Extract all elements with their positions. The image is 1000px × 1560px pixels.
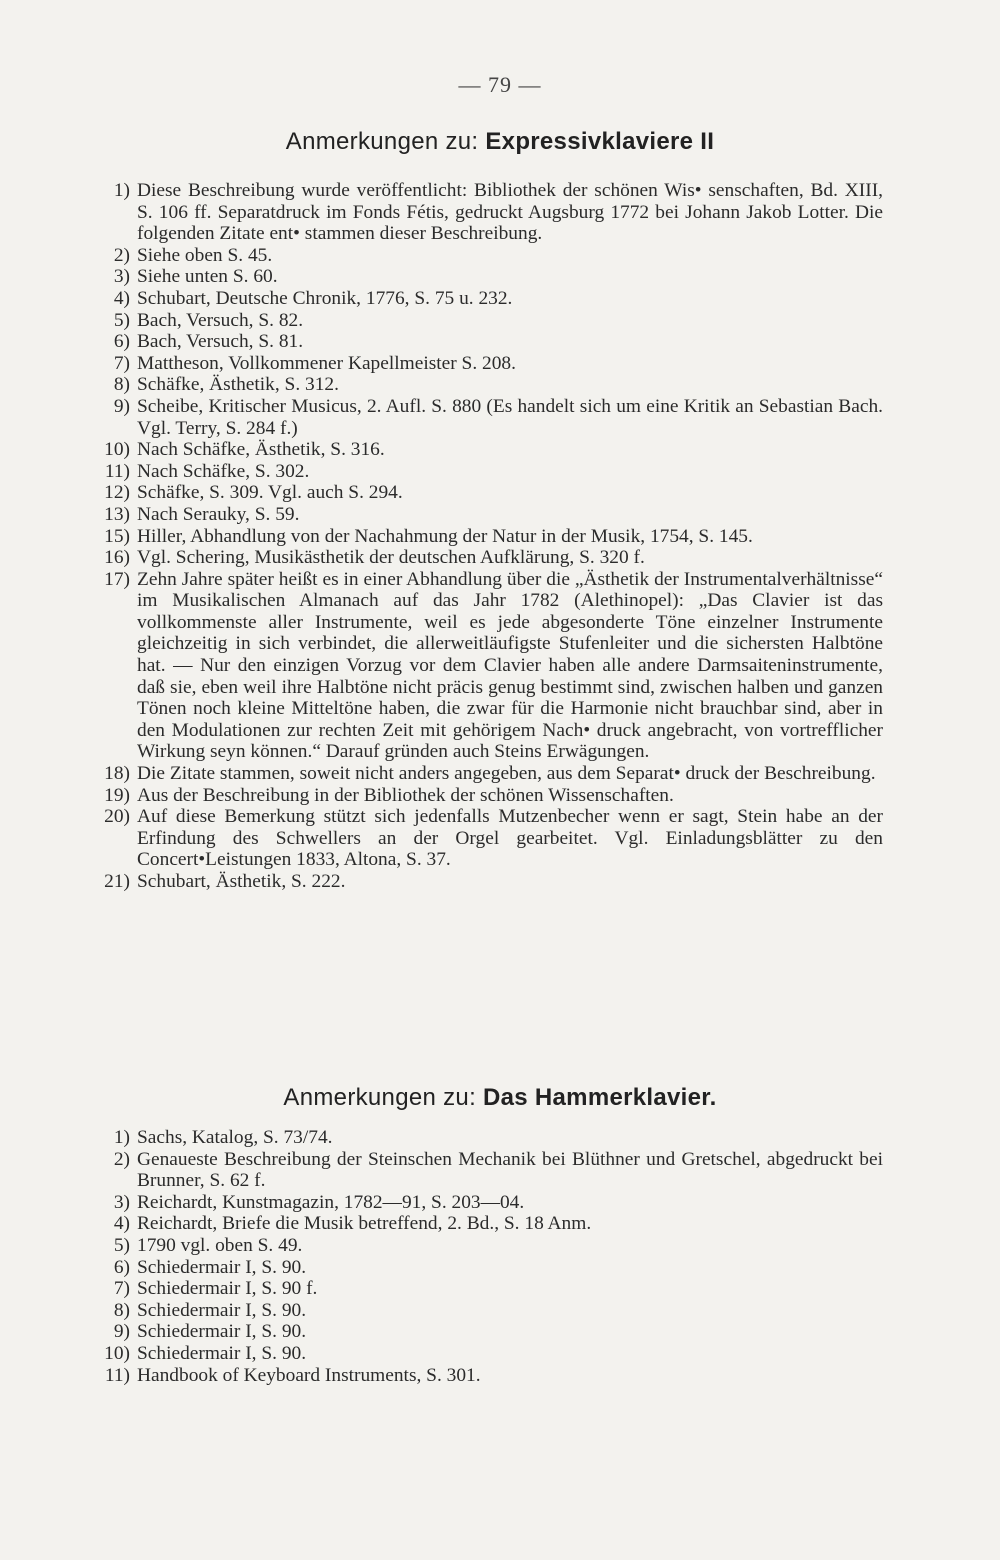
note-number: 21) [104, 871, 130, 892]
note-item [78, 1343, 883, 1365]
note-text: Genaueste Beschreibung der Steinschen Mechanik bei Blüthner und Gretschel, abgedruckt bei Brunner, S. 62 f. [137, 1148, 883, 1192]
section-heading-expressivklaviere [0, 128, 1000, 156]
note-item [78, 396, 883, 439]
note-number: 9) [113, 1321, 130, 1343]
note-number: 7) [113, 352, 130, 374]
note-number: 6) [113, 1256, 130, 1278]
note-item [78, 331, 883, 353]
note-number: 8) [113, 374, 130, 396]
note-text: Reichardt, Briefe die Musik betreffend, 2. Bd., S. 18 Anm. [137, 1213, 592, 1235]
note-text: Siehe unten S. 60. [137, 266, 278, 288]
note-number: 10) [104, 439, 130, 461]
section-heading-hammerklavier [0, 1084, 1000, 1112]
note-item [78, 1149, 883, 1192]
note-item [78, 439, 883, 461]
note-text: Bach, Versuch, S. 82. [137, 309, 304, 331]
note-number: 7) [113, 1278, 130, 1300]
note-text: Reichardt, Kunstmagazin, 1782—91, S. 203—04. [137, 1191, 525, 1213]
note-text: Schiedermair I, S. 90. [137, 1299, 307, 1321]
note-number: 12) [104, 482, 130, 504]
note-item [78, 1127, 883, 1149]
notes-list-hammerklavier [78, 1127, 883, 1386]
note-text: Schäfke, S. 309. Vgl. auch S. 294. [137, 482, 403, 504]
note-number: 2) [113, 1148, 130, 1170]
note-item [78, 310, 883, 332]
note-item [78, 871, 883, 893]
note-text: Mattheson, Vollkommener Kapellmeister S. 208. [137, 352, 516, 374]
note-text: Schubart, Deutsche Chronik, 1776, S. 75 u. 232. [137, 287, 513, 309]
note-number: 3) [113, 266, 130, 288]
note-item [78, 1257, 883, 1279]
heading-subject: Das Hammerklavier. [483, 1084, 717, 1111]
note-item [78, 245, 883, 267]
note-number: 17) [104, 568, 130, 590]
note-number: 18) [104, 763, 130, 785]
note-text: Siehe oben S. 45. [137, 244, 273, 266]
note-text: Schiedermair I, S. 90. [137, 1256, 307, 1278]
note-number: 1) [113, 1127, 130, 1148]
note-item [78, 504, 883, 526]
note-text: Bach, Versuch, S. 81. [137, 331, 304, 353]
note-text: Die Zitate stammen, soweit nicht anders angegeben, aus dem Separat• druck der Beschreibung. [137, 763, 876, 785]
note-text: Hiller, Abhandlung von der Nachahmung der Natur in der Musik, 1754, S. 145. [137, 525, 753, 547]
note-text: Schiedermair I, S. 90. [137, 1342, 307, 1364]
note-text: Schäfke, Ästhetik, S. 312. [137, 374, 339, 396]
note-item [78, 1300, 883, 1322]
note-text: Schiedermair I, S. 90. [137, 1321, 307, 1343]
heading-lead: Anmerkungen zu: [285, 128, 479, 155]
note-number: 20) [104, 806, 130, 828]
note-text: 1790 vgl. oben S. 49. [137, 1234, 303, 1256]
note-item [78, 482, 883, 504]
note-number: 15) [104, 525, 130, 547]
note-number: 5) [113, 1234, 130, 1256]
note-item [78, 806, 883, 871]
note-text: Auf diese Bemerkung stützt sich jedenfalls Mutzenbecher wenn er sagt, Stein habe an der Erfindung des Schwellers an der Orgel gearbeitet. Vgl. Einladungsblätter zu den Concert•Leistungen 1833, Altona, S. 37. [137, 806, 883, 871]
note-text: Zehn Jahre später heißt es in einer Abhandlung über die „Ästhetik der Instrumentalverhältnisse“ im Musikalischen Almanach auf das Jahr 1782 (Alethinopel): „Das Clavier ist das vollkommenste aller Instrumente, weil es jede abgesonderte Töne einzelner Instrumente gleichzeitig in sich verbindet, die allerweitläufigste Stufenleiter und die sichersten Halbtöne hat. — Nur den einzigen Vorzug vor dem Clavier haben alle andere Darmsaiteninstrumente, daß sie, eben weil ihre Halbtöne nicht präcis genug bestimmt sind, zwischen halben und ganzen Tönen noch kleine Mitteltöne haben, die zwar für die Harmonie nicht brauchbar sind, aber in den Modulationen zur rechten Zeit mit gehörigem Nach• druck angebracht, von vortrefflicher Wirkung seyn können.“ Darauf gründen auch Steins Erwägungen. [137, 568, 883, 763]
note-text: Nach Schäfke, Ästhetik, S. 316. [137, 439, 385, 461]
note-number: 13) [104, 503, 130, 525]
notes-list-expressivklaviere [78, 180, 883, 893]
note-item [78, 288, 883, 310]
note-number: 10) [104, 1342, 130, 1364]
note-text: Scheibe, Kritischer Musicus, 2. Aufl. S. 880 (Es handelt sich um eine Kritik an Sebastian Bach. Vgl. Terry, S. 284 f.) [137, 395, 883, 439]
note-number: 6) [113, 331, 130, 353]
heading-lead: Anmerkungen zu: [283, 1084, 477, 1111]
note-number: 19) [104, 784, 130, 806]
note-text: Handbook of Keyboard Instruments, S. 301. [137, 1364, 481, 1386]
note-number: 9) [113, 395, 130, 417]
note-text: Nach Schäfke, S. 302. [137, 460, 310, 482]
note-number: 3) [113, 1191, 130, 1213]
note-item [78, 1321, 883, 1343]
note-text: Schiedermair I, S. 90 f. [137, 1278, 318, 1300]
note-item [78, 526, 883, 548]
note-text: Vgl. Schering, Musikästhetik der deutschen Aufklärung, S. 320 f. [137, 547, 645, 569]
note-number: 2) [113, 244, 130, 266]
note-number: 11) [104, 460, 130, 482]
note-item [78, 763, 883, 785]
note-item [78, 1192, 883, 1214]
note-number: 5) [113, 309, 130, 331]
note-number: 4) [113, 287, 130, 309]
note-text: Nach Serauky, S. 59. [137, 503, 300, 525]
note-item [78, 547, 883, 569]
note-item [78, 266, 883, 288]
note-item [78, 1213, 883, 1235]
note-text: Schubart, Ästhetik, S. 222. [137, 871, 346, 892]
note-item [78, 785, 883, 807]
note-text: Aus der Beschreibung in der Bibliothek der schönen Wissenschaften. [137, 784, 674, 806]
heading-subject: Expressivklaviere II [485, 128, 715, 155]
page-number: — 79 — [458, 72, 542, 97]
note-text: Sachs, Katalog, S. 73/74. [137, 1127, 333, 1148]
note-item [78, 180, 883, 245]
note-number: 1) [113, 180, 130, 201]
note-number: 16) [104, 547, 130, 569]
note-number: 11) [104, 1364, 130, 1386]
note-number: 4) [113, 1213, 130, 1235]
note-text: Diese Beschreibung wurde veröffentlicht: Bibliothek der schönen Wis• senschaften, Bd. XIII, S. 106 ff. Separatdruck im Fonds Fétis, gedruckt Augsburg 1772 bei Johann Jakob Lotter. Die folgenden Zitate ent• stammen dieser Beschreibung. [137, 180, 883, 245]
note-item [78, 1278, 883, 1300]
note-item [78, 1365, 883, 1387]
note-item [78, 461, 883, 483]
note-item [78, 1235, 883, 1257]
note-item [78, 353, 883, 375]
note-item [78, 374, 883, 396]
note-item [78, 569, 883, 763]
note-number: 8) [113, 1299, 130, 1321]
